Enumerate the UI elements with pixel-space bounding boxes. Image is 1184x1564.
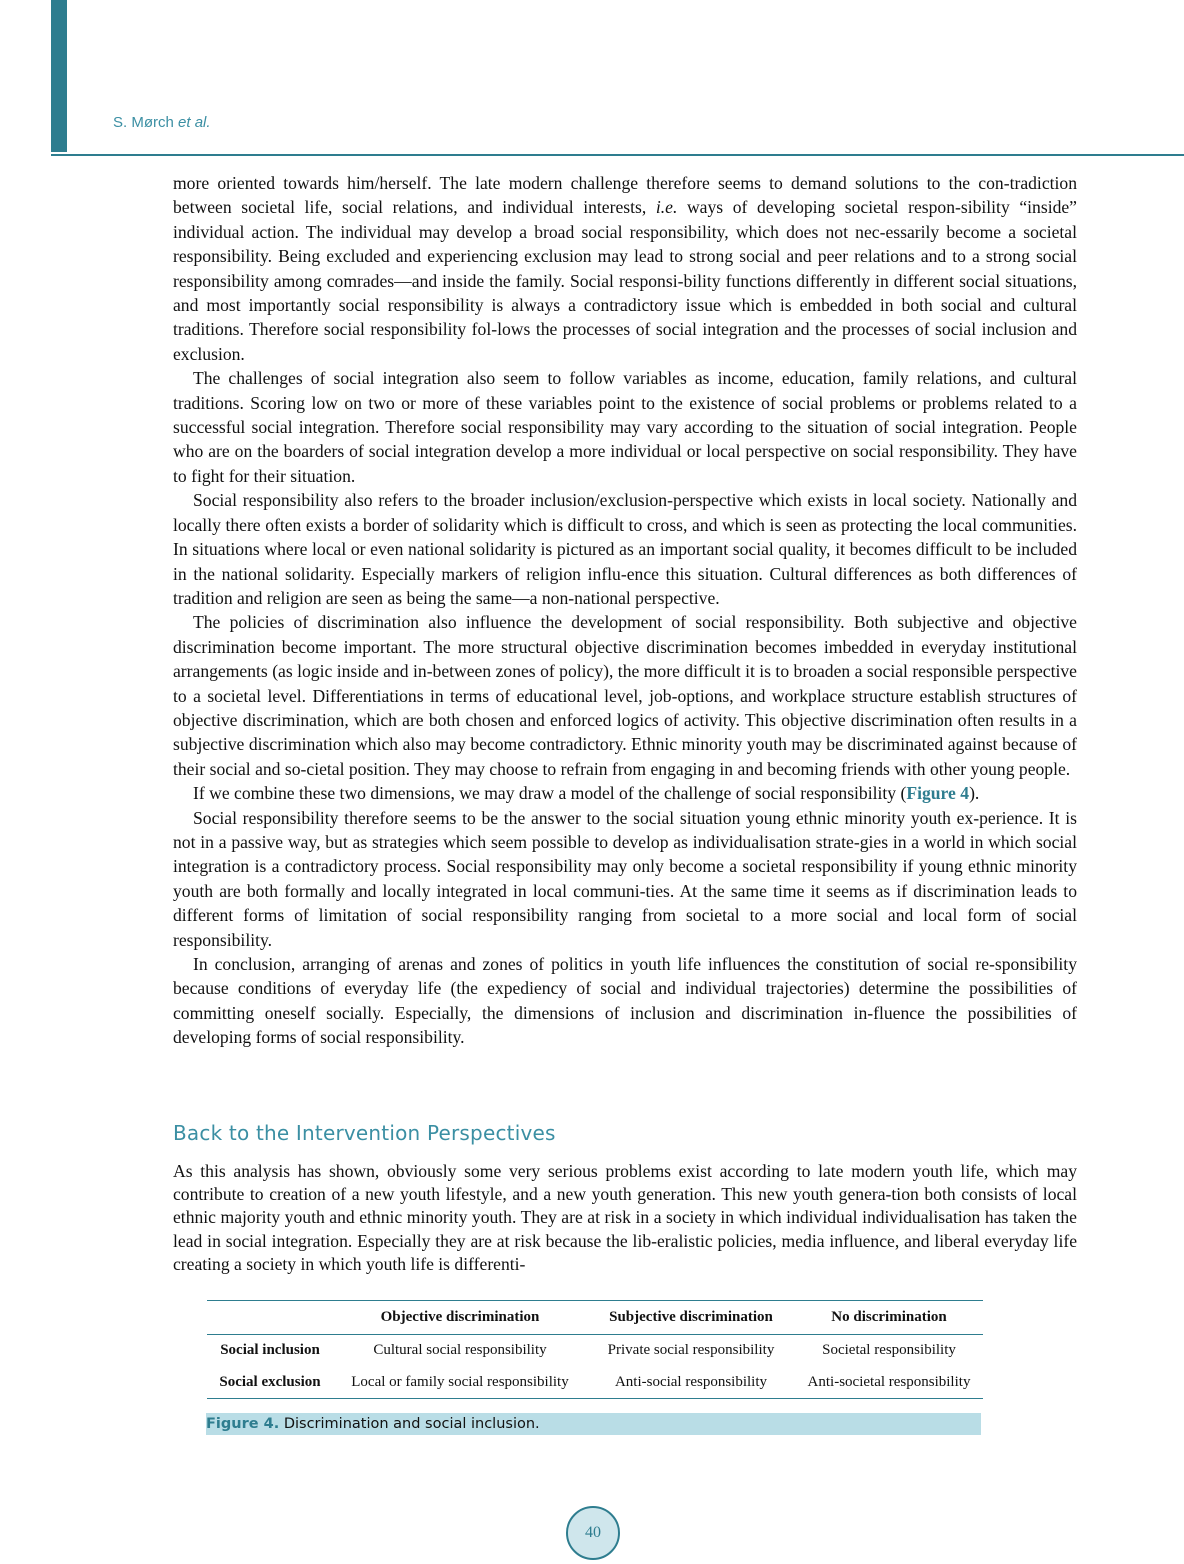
table-cell: Anti-social responsibility	[587, 1367, 795, 1399]
section-body	[173, 1160, 1077, 1276]
table-cell: Societal responsibility	[822, 1342, 956, 1359]
row-header: Social inclusion	[220, 1342, 320, 1359]
figure-4-table	[207, 1300, 983, 1399]
table-header-row	[207, 1301, 983, 1335]
header-accent-bar	[51, 0, 67, 152]
running-head	[113, 114, 211, 131]
row-header: Social exclusion	[207, 1367, 333, 1399]
page-number: 40	[566, 1506, 620, 1560]
figure-4-link[interactable]: Figure 4	[906, 783, 970, 804]
paragraph-5-text-b: ).	[969, 783, 980, 804]
paragraph-4: The policies of discrimination also influence the development of social responsibility. Both subjective and objective discrimination become important. The more structural objective discrimination becomes imbedded in everyday institutional arrangements (as logic inside and in-between zones of policy), the more difficult it is to broaden a social responsible perspective to a societal level. Differentiations in terms of educational level, job-options, and workplace structure establish structures of objective discrimination, which are both chosen and enforced logics of activity. This objective discrimination often results in a subjective discrimination which also may become contradictory. Ethnic minority youth may be discriminated against because of their social and so-cietal position. They may choose to refrain from engaging in and becoming friends with other young people.	[173, 612, 1077, 779]
body-text	[173, 171, 1077, 1050]
table-cell: Anti-societal responsibility	[795, 1367, 983, 1399]
section-paragraph: As this analysis has shown, obviously some very serious problems exist according to late modern youth life, which may contribute to creation of a new youth lifestyle, and a new youth generation. This new youth genera-tion both consists of local ethnic majority youth and ethnic minority youth. They are at risk in a society in which individual individualisation has taken the lead in social integration. Especially they are at risk because the lib-eralistic policies, media influence, and liberal everyday life creating a society in which youth life is differenti-	[173, 1161, 1077, 1274]
table-cell: Local or family social responsibility	[333, 1367, 587, 1399]
table-cell: Cultural social responsibility	[373, 1342, 547, 1359]
figure-caption	[206, 1413, 981, 1435]
paragraph-5-text-a: If we combine these two dimensions, we may draw a model of the challenge of social responsibility (	[193, 783, 907, 804]
paragraph-1-italic: i.e.	[655, 197, 678, 218]
column-header: No discrimination	[795, 1301, 983, 1335]
paragraph-3: Social responsibility also refers to the broader inclusion/exclusion-perspective which exists in local society. Nationally and locally there often exists a border of solidarity which is difficult to cross, and which is seen as protecting the local communities. In situations where local or even national solidarity is pictured as an important social quality, it becomes difficult to be included in the national solidarity. Especially markers of religion influ-ence this situation. Cultural differences as both differences of tradition and religion are seen as being the same—a non-national perspective.	[173, 490, 1077, 608]
paragraph-6: Social responsibility therefore seems to be the answer to the social situation young ethnic minority youth ex-perience. It is not in a passive way, but as strategies which seem possible to develop as individualisation strate-gies in a world in which social integration is a contradictory process. Social responsibility may only become a societal responsibility if young ethnic minority youth are both formally and locally integrated in local communi-ties. At the same time it seems as if discrimination leads to different forms of limitation of social responsibility ranging from societal to a more social and local form of social responsibility.	[173, 807, 1077, 950]
paragraph-7: In conclusion, arranging of arenas and zones of politics in youth life influences the constitution of social re-sponsibility because conditions of everyday life (the expediency of social and individual trajectories) determine the possibilities of committing oneself socially. Especially, the dimensions of inclusion and discrimination in-fluence the possibilities of developing forms of social responsibility.	[173, 954, 1077, 1048]
author-suffix: et al.	[178, 114, 211, 131]
table-corner-cell	[207, 1301, 333, 1335]
table-row	[207, 1335, 983, 1367]
table-cell: Private social responsibility	[607, 1342, 775, 1359]
column-header: Subjective discrimination	[587, 1301, 795, 1335]
section-heading: Back to the Intervention Perspectives	[173, 1121, 556, 1145]
paragraph-1-text-a: more oriented towards him/herself. The late modern challenge therefore seems to demand solutions to the con-tradiction between societal life, social relations, and individual interests,	[173, 173, 1077, 218]
figure-caption-text: Discrimination and social inclusion.	[279, 1416, 540, 1432]
figure-caption-label: Figure 4.	[206, 1416, 280, 1432]
paragraph-5	[173, 781, 1077, 805]
paragraph-1	[173, 171, 1077, 366]
column-header: Objective discrimination	[333, 1301, 587, 1335]
paragraph-1-text-b: ways of developing societal respon-sibility “inside” individual action. The individual may develop a broad social responsibility, which does not nec-essarily become a societal responsibility. Being excluded and experiencing exclusion may lead to strong social and peer relations and to a strong social responsibility among comrades—and inside the family. Social responsi-bility functions differently in different social situations, and most importantly social responsibility is always a contradictory issue which is embedded in both social and cultural traditions. Therefore social responsibility fol-lows the processes of social integration and the processes of social inclusion and exclusion.	[173, 197, 1077, 364]
paragraph-2: The challenges of social integration also seem to follow variables as income, education, family relations, and cultural traditions. Scoring low on two or more of these variables point to the existence of social problems or problems related to a successful social integration. Therefore social responsibility may vary according to the situation of social integration. People who are on the boarders of social integration develop a more individual or local perspective on social responsibility. They have to fight for their situation.	[173, 368, 1077, 486]
author-name: S. Mørch	[113, 114, 174, 131]
table-row	[207, 1367, 983, 1399]
header-rule	[51, 154, 1184, 156]
